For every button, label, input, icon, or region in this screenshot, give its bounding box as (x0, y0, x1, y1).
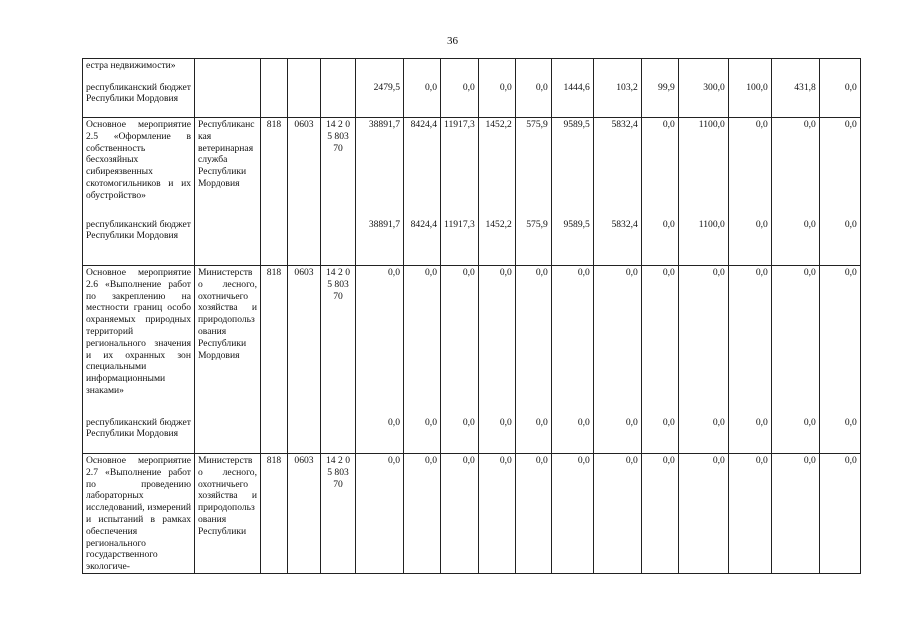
value-cell: 0,0 (356, 416, 404, 454)
value-cell: 0,0 (771, 416, 819, 454)
executor-cell (195, 416, 261, 454)
section-code-cell: 0603 (288, 118, 321, 218)
table-row (83, 266, 861, 416)
value-cell: 0,0 (515, 266, 551, 416)
activity-name-cell: республиканский бюджет Республики Мордовия (83, 218, 195, 266)
target-article-cell (321, 218, 356, 266)
value-cell: 0,0 (819, 416, 860, 454)
table-row (83, 59, 861, 81)
activity-name-cell: естра недвижимости» (83, 59, 195, 81)
value-cell: 575,9 (515, 218, 551, 266)
value-cell: 0,0 (515, 416, 551, 454)
grbs-code-cell: 818 (261, 454, 288, 574)
activity-name-cell: Основное мероприятие 2.5 «Оформление в собственность бесхозяйных сибиреязвенных скотомогильников и их обустройство» (83, 118, 195, 218)
value-cell: 0,0 (515, 81, 551, 118)
table-row (83, 118, 861, 218)
section-code-cell: 0603 (288, 266, 321, 416)
target-article-cell: 14 2 05 803 70 (321, 454, 356, 574)
executor-cell (195, 59, 261, 81)
value-cell: 5832,4 (593, 118, 641, 218)
value-cell: 0,0 (515, 454, 551, 574)
value-cell: 0,0 (441, 266, 479, 416)
value-cell: 0,0 (771, 218, 819, 266)
value-cell: 0,0 (478, 416, 515, 454)
value-cell: 0,0 (404, 266, 441, 416)
value-cell: 100,0 (728, 81, 771, 118)
grbs-code-cell (261, 59, 288, 81)
value-cell (771, 59, 819, 81)
section-code-cell (288, 416, 321, 454)
value-cell: 38891,7 (356, 118, 404, 218)
value-cell: 9589,5 (551, 118, 593, 218)
value-cell: 0,0 (819, 266, 860, 416)
value-cell: 0,0 (819, 454, 860, 574)
value-cell: 0,0 (678, 454, 728, 574)
value-cell: 0,0 (771, 454, 819, 574)
value-cell (441, 59, 479, 81)
value-cell: 431,8 (771, 81, 819, 118)
value-cell: 0,0 (478, 454, 515, 574)
value-cell: 0,0 (771, 118, 819, 218)
value-cell: 0,0 (678, 266, 728, 416)
grbs-code-cell (261, 81, 288, 118)
value-cell: 0,0 (819, 218, 860, 266)
target-article-cell: 14 2 05 803 70 (321, 266, 356, 416)
value-cell: 0,0 (728, 416, 771, 454)
value-cell: 0,0 (641, 416, 678, 454)
value-cell: 0,0 (441, 454, 479, 574)
value-cell: 0,0 (728, 266, 771, 416)
executor-cell (195, 81, 261, 118)
grbs-code-cell: 818 (261, 118, 288, 218)
value-cell: 0,0 (641, 118, 678, 218)
value-cell: 1452,2 (478, 118, 515, 218)
value-cell: 8424,4 (404, 218, 441, 266)
value-cell: 2479,5 (356, 81, 404, 118)
table-row (83, 454, 861, 574)
value-cell: 0,0 (641, 218, 678, 266)
activity-name-cell: Основное мероприятие 2.7 «Выполнение работ по проведению лабораторных исследований, измерений и испытаний в рамках обеспечения регионального государственного экологиче- (83, 454, 195, 574)
value-cell: 0,0 (441, 81, 479, 118)
grbs-code-cell: 818 (261, 266, 288, 416)
value-cell (819, 59, 860, 81)
value-cell: 0,0 (551, 454, 593, 574)
target-article-cell (321, 59, 356, 81)
value-cell: 0,0 (478, 266, 515, 416)
value-cell: 99,9 (641, 81, 678, 118)
value-cell: 0,0 (641, 454, 678, 574)
executor-cell (195, 218, 261, 266)
section-code-cell (288, 59, 321, 81)
table-row (83, 218, 861, 266)
executor-cell: Республиканская ветеринарная служба Республики Мордовия (195, 118, 261, 218)
target-article-cell (321, 81, 356, 118)
value-cell: 0,0 (441, 416, 479, 454)
value-cell (356, 59, 404, 81)
value-cell: 8424,4 (404, 118, 441, 218)
table-row (83, 416, 861, 454)
value-cell: 0,0 (593, 416, 641, 454)
section-code-cell: 0603 (288, 454, 321, 574)
value-cell (515, 59, 551, 81)
grbs-code-cell (261, 218, 288, 266)
value-cell: 0,0 (593, 266, 641, 416)
value-cell: 9589,5 (551, 218, 593, 266)
table-row (83, 81, 861, 118)
value-cell: 1444,6 (551, 81, 593, 118)
value-cell (641, 59, 678, 81)
value-cell: 0,0 (728, 218, 771, 266)
value-cell: 38891,7 (356, 218, 404, 266)
value-cell (593, 59, 641, 81)
section-code-cell (288, 81, 321, 118)
target-article-cell: 14 2 05 803 70 (321, 118, 356, 218)
value-cell: 1100,0 (678, 118, 728, 218)
value-cell: 0,0 (404, 454, 441, 574)
value-cell: 0,0 (593, 454, 641, 574)
value-cell (404, 59, 441, 81)
value-cell: 5832,4 (593, 218, 641, 266)
value-cell: 0,0 (678, 416, 728, 454)
value-cell: 0,0 (404, 416, 441, 454)
value-cell: 11917,3 (441, 118, 479, 218)
value-cell: 0,0 (771, 266, 819, 416)
executor-cell: Министерство лесного, охотничьего хозяйства и природопользования Республики (195, 454, 261, 574)
value-cell: 0,0 (728, 454, 771, 574)
value-cell (478, 59, 515, 81)
value-cell: 0,0 (356, 454, 404, 574)
value-cell: 0,0 (478, 81, 515, 118)
value-cell: 11917,3 (441, 218, 479, 266)
page-number: 36 (447, 35, 458, 47)
value-cell: 300,0 (678, 81, 728, 118)
activity-name-cell: республиканский бюджет Республики Мордовия (83, 416, 195, 454)
value-cell: 0,0 (404, 81, 441, 118)
value-cell: 0,0 (551, 266, 593, 416)
value-cell: 0,0 (551, 416, 593, 454)
value-cell: 0,0 (356, 266, 404, 416)
executor-cell: Министерство лесного, охотничьего хозяйства и природопользования Республики Мордовия (195, 266, 261, 416)
value-cell: 1452,2 (478, 218, 515, 266)
value-cell (551, 59, 593, 81)
value-cell: 0,0 (641, 266, 678, 416)
value-cell: 0,0 (819, 118, 860, 218)
value-cell: 0,0 (728, 118, 771, 218)
value-cell: 103,2 (593, 81, 641, 118)
value-cell: 1100,0 (678, 218, 728, 266)
value-cell (728, 59, 771, 81)
value-cell (678, 59, 728, 81)
activity-name-cell: Основное мероприятие 2.6 «Выполнение работ по закреплению на местности границ особо охраняемых природных территорий регионального значения и их охранных зон специальными информационными знаками» (83, 266, 195, 416)
section-code-cell (288, 218, 321, 266)
budget-table (82, 58, 861, 574)
value-cell: 0,0 (819, 81, 860, 118)
value-cell: 575,9 (515, 118, 551, 218)
activity-name-cell: республиканский бюджет Республики Мордовия (83, 81, 195, 118)
target-article-cell (321, 416, 356, 454)
grbs-code-cell (261, 416, 288, 454)
